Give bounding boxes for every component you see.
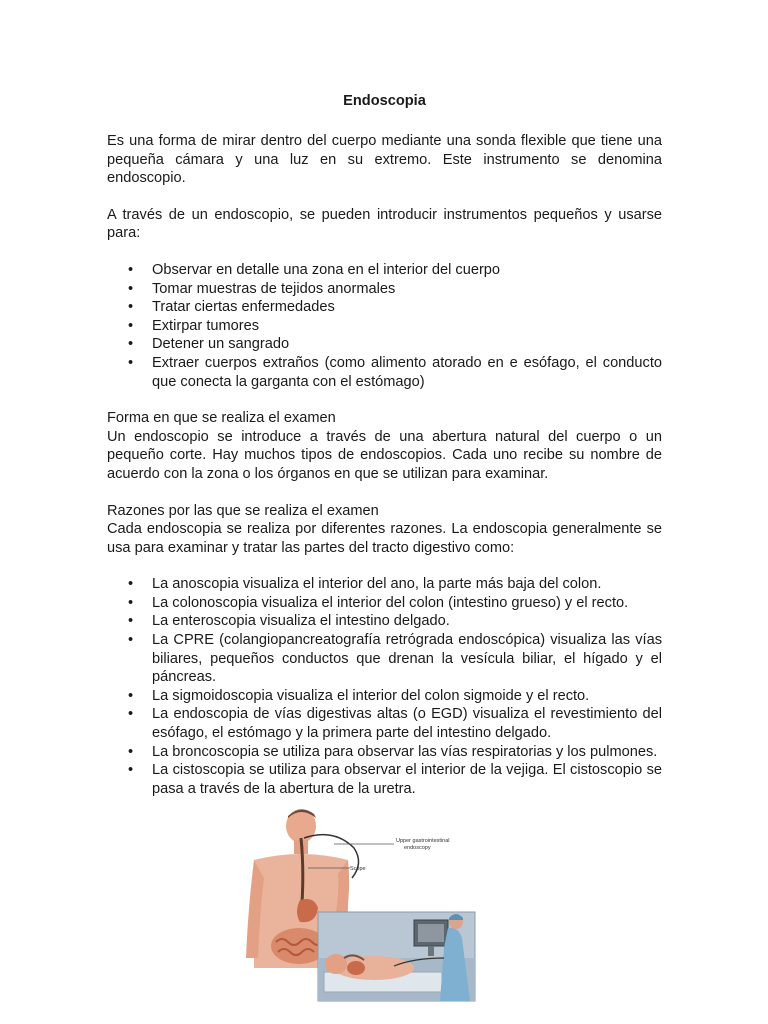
list-item: • La endoscopia de vías digestivas altas (o EGD) visualiza el revestimiento del esófago, el estómago y la primera parte del intestino delgado. xyxy=(107,705,662,742)
list-item: • Extirpar tumores xyxy=(107,317,662,336)
procedure-scene-drawing xyxy=(318,912,475,1001)
document-body xyxy=(107,92,662,798)
uses-list xyxy=(107,261,662,391)
endoscopy-types-list xyxy=(107,575,662,798)
how-heading: Forma en que se realiza el examen xyxy=(107,410,336,427)
list-item: • La CPRE (colangiopancreatografía retrógrada endoscópica) visualiza las vías biliares, pequeños conductos que drenan la vesícula biliar, el hígado y el páncreas. xyxy=(107,631,662,687)
how-paragraph: Un endoscopio se introduce a través de una abertura natural del cuerpo o un pequeño corte. Hay muchos tipos de endoscopios. Cada uno recibe su nombre de acuerdo con la zona o los órganos en que se utilizan para examinar. xyxy=(107,428,662,482)
list-item: • La broncoscopia se utiliza para observar las vías respiratorias y los pulmones. xyxy=(107,743,662,762)
label-upper-gi-line1: Upper gastrointestinal xyxy=(396,838,450,844)
endoscopy-illustration xyxy=(244,808,476,1002)
label-upper-gi-line2: endoscopy xyxy=(404,845,431,851)
uses-intro-paragraph: A través de un endoscopio, se pueden introducir instrumentos pequeños y usarse para: xyxy=(107,206,662,242)
list-item: • La anoscopia visualiza el interior del ano, la parte más baja del colon. xyxy=(107,575,662,594)
list-item: • Tomar muestras de tejidos anormales xyxy=(107,280,662,299)
reasons-paragraph: Cada endoscopia se realiza por diferentes razones. La endoscopia generalmente se usa para examinar y tratar las partes del tracto digestivo como: xyxy=(107,521,662,556)
list-item: • La colonoscopia visualiza el interior del colon (intestino grueso) y el recto. xyxy=(107,594,662,613)
list-item: • Tratar ciertas enfermedades xyxy=(107,298,662,317)
list-item: • Detener un sangrado xyxy=(107,335,662,354)
list-item: • Extraer cuerpos extraños (como alimento atorado en e esófago, el conducto que conecta la garganta con el estómago) xyxy=(107,354,662,391)
document-title: Endoscopia xyxy=(343,93,426,109)
label-scope: Scope xyxy=(350,866,366,872)
list-item: • Observar en detalle una zona en el interior del cuerpo xyxy=(107,261,662,280)
list-item: • La sigmoidoscopia visualiza el interior del colon sigmoide y el recto. xyxy=(107,687,662,706)
list-item: • La enteroscopia visualiza el intestino delgado. xyxy=(107,612,662,631)
list-item: • La cistoscopia se utiliza para observar el interior de la vejiga. El cistoscopio se pasa a través de la abertura de la uretra. xyxy=(107,761,662,798)
reasons-heading: Razones por las que se realiza el examen xyxy=(107,502,379,519)
intro-paragraph: Es una forma de mirar dentro del cuerpo mediante una sonda flexible que tiene una pequeña cámara y una luz en su extremo. Este instrumento se denomina endoscopio. xyxy=(107,133,662,187)
